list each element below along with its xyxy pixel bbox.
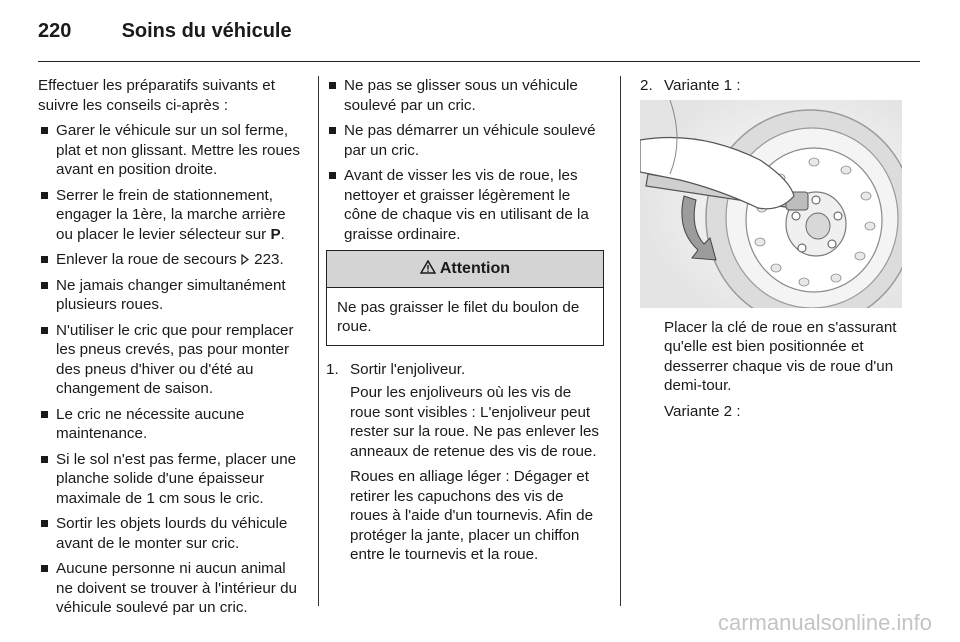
wheel-wrench-illustration	[640, 100, 902, 308]
step-1	[326, 360, 604, 380]
brake-text: Serrer le frein de stationnement, engager la 1ère, la marche arrière ou placer le levier sélecteur sur	[56, 186, 286, 243]
list-item: Si le sol n'est pas ferme, placer une planche solide d'une épaisseur maximale de 1 cm sous le cric.	[38, 450, 306, 509]
list-item: Avant de visser les vis de roue, les nettoyer et graisser légèrement le cône de chaque vis en utilisant de la graisse ordinaire.	[326, 166, 604, 244]
list-item: Ne pas démarrer un véhicule soulevé par un cric.	[326, 121, 604, 160]
page-ref-arrow-icon	[241, 251, 254, 268]
step-2-paragraph: Placer la clé de roue en s'assurant qu'elle est bien positionnée et desserrer chaque vis de roue d'un demi-tour.	[664, 318, 897, 394]
column-divider	[620, 76, 621, 606]
step-1-paragraph: Pour les enjoliveurs où les vis de roue sont visibles : L'enjoliveur peut rester sur la roue. Ne pas enlever les anneaux de retenue des vis de roue.	[350, 384, 600, 460]
header-rule	[38, 61, 920, 62]
step-1-paragraph: Roues en alliage léger : Dégager et retirer les capuchons des vis de roues à l'aide d'un tournevis. Afin de protéger la jante, placer un chiffon entre le tournevis et la roue.	[350, 468, 594, 563]
column-1	[38, 76, 306, 624]
step-2	[640, 76, 902, 96]
step-number: 1.	[326, 360, 339, 378]
page-header	[38, 20, 292, 43]
page-number: 220	[38, 20, 72, 42]
step-2-paragraph: Variante 2 :	[664, 402, 741, 420]
list-item: Sortir les objets lourds du véhicule avant de le monter sur cric.	[38, 514, 306, 553]
column-divider	[318, 76, 319, 606]
precautions-list	[38, 121, 306, 618]
step-title: Sortir l'enjoliveur.	[350, 360, 466, 378]
spare-wheel-text: Enlever la roue de secours	[56, 251, 237, 268]
list-item: Garer le véhicule sur un sol ferme, plat et non glissant. Mettre les roues avant en position droite.	[38, 121, 306, 180]
watermark: carmanualsonline.info	[717, 610, 932, 635]
intro-text: Effectuer les préparatifs suivants et suivre les conseils ci-après :	[38, 77, 275, 114]
warning-title: Attention	[439, 260, 511, 277]
warning-triangle-icon	[420, 260, 440, 277]
selector-letter: P	[270, 225, 281, 243]
list-item: Le cric ne nécessite aucune maintenance.	[38, 405, 306, 444]
page-title: Soins du véhicule	[121, 20, 292, 42]
warning-text: Ne pas graisser le filet du boulon de roue.	[337, 298, 580, 335]
precautions-list-continued	[326, 76, 604, 244]
warning-box	[326, 250, 604, 346]
page-ref[interactable]: 223.	[254, 251, 284, 268]
list-item: Aucune personne ni aucun animal ne doivent se trouver à l'intérieur du véhicule soulevé par un cric.	[38, 559, 306, 618]
list-item: N'utiliser le cric que pour remplacer les pneus crevés, pas pour monter des pneus d'hiver ou d'été au changement de saison.	[38, 321, 306, 399]
step-number: 2.	[640, 77, 653, 94]
list-item: Ne jamais changer simultanément plusieurs roues.	[38, 276, 306, 315]
warning-header	[327, 251, 603, 288]
list-item: Ne pas se glisser sous un véhicule soulevé par un cric.	[326, 76, 604, 115]
list-item: Serrer le frein de stationnement, engager la 1ère, la marche arrière ou placer le levier sélecteur sur P.	[38, 186, 306, 245]
column-3	[640, 76, 902, 427]
column-2	[326, 76, 604, 571]
list-item	[38, 250, 306, 270]
step-title: Variante 1 :	[664, 77, 741, 94]
